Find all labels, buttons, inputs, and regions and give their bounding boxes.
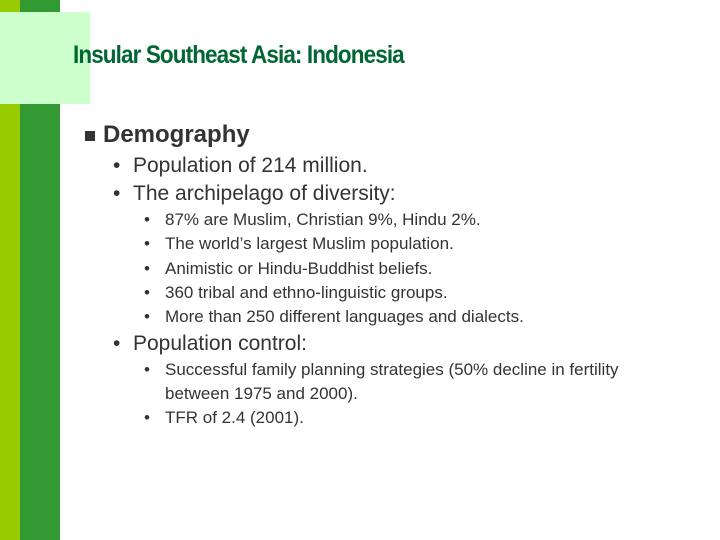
list-item: [144, 360, 619, 380]
bullet-icon: •: [144, 259, 150, 278]
bullet-continuation: between 1975 and 2000).: [165, 384, 358, 403]
list-item: [144, 210, 481, 230]
heading-row: [85, 121, 250, 149]
bullet-text: Successful family planning strategies (50% decline in fertility: [165, 360, 619, 379]
list-item: [144, 307, 524, 327]
bullet-text: 360 tribal and ethno-linguistic groups.: [165, 283, 448, 302]
list-item: [144, 234, 454, 254]
bullet-text: 87% are Muslim, Christian 9%, Hindu 2%.: [165, 210, 481, 229]
list-item: [113, 154, 368, 178]
bullet-icon: •: [144, 408, 150, 427]
list-item: [144, 283, 448, 303]
bullet-icon: •: [144, 307, 150, 326]
bullet-icon: •: [144, 360, 150, 379]
list-item: [113, 182, 396, 206]
list-item: [144, 408, 304, 428]
bullet-text: The archipelago of diversity:: [133, 182, 396, 205]
slide-title: Insular Southeast Asia: Indonesia: [73, 41, 404, 69]
bullet-text: Population control:: [133, 332, 307, 355]
bullet-text: Animistic or Hindu-Buddhist beliefs.: [165, 259, 433, 278]
bullet-text: Population of 214 million.: [133, 154, 368, 177]
list-item: [113, 332, 307, 356]
title-divider: [60, 104, 720, 111]
bullet-text: The world’s largest Muslim population.: [165, 234, 454, 253]
bullet-text: More than 250 different languages and dialects.: [165, 307, 524, 326]
bullet-icon: •: [144, 234, 150, 253]
bullet-text: TFR of 2.4 (2001).: [165, 408, 304, 427]
bullet-icon: •: [113, 154, 121, 177]
bullet-icon: •: [144, 283, 150, 302]
bullet-icon: •: [113, 332, 121, 355]
section-heading: Demography: [103, 121, 250, 148]
bullet-icon: •: [113, 182, 121, 205]
square-bullet-icon: [85, 131, 95, 141]
list-item: [144, 259, 432, 279]
bullet-icon: •: [144, 210, 150, 229]
